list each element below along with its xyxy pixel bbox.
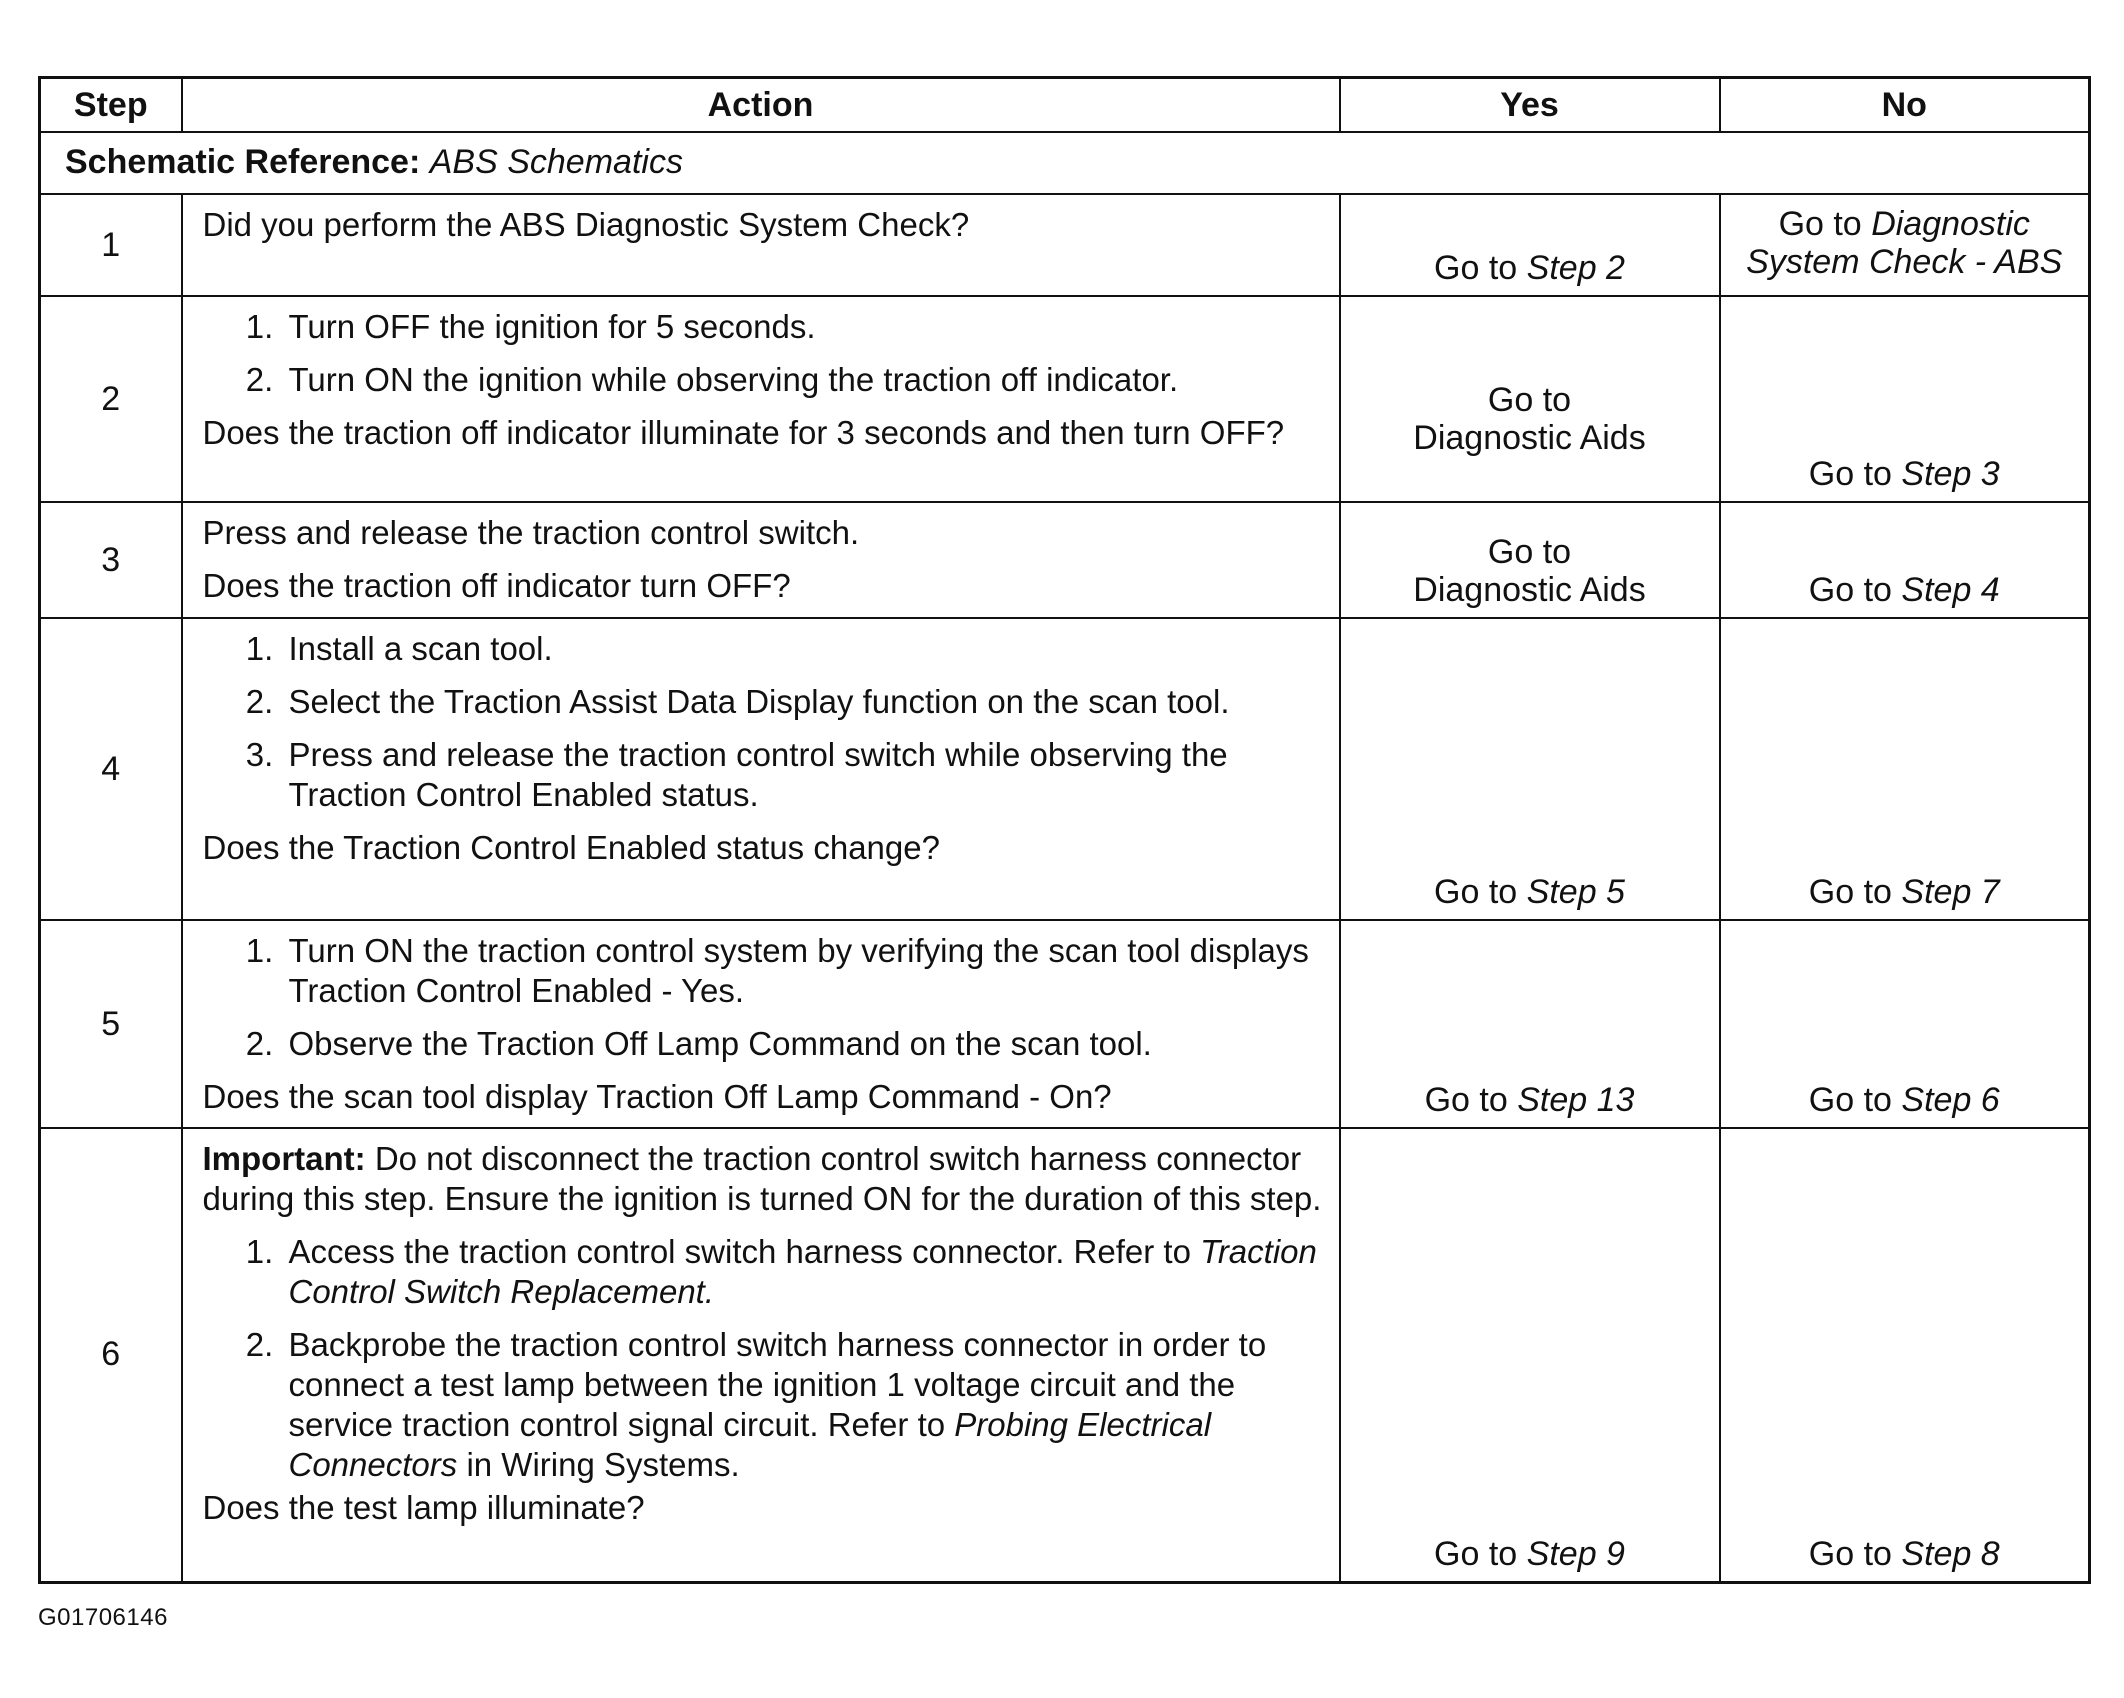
header-action: Action xyxy=(182,78,1340,133)
action-cell xyxy=(182,920,1340,1128)
yes-target-link[interactable]: Diagnostic Aids xyxy=(1413,571,1646,609)
no-cell xyxy=(1720,194,2090,296)
yes-target-link[interactable]: Step 13 xyxy=(1517,1081,1635,1119)
no-prefix: Go to xyxy=(1808,873,1892,911)
no-target-link[interactable]: Step 3 xyxy=(1901,455,2000,493)
action-item: 3. Press and release the traction control switch while observing the Traction Control Enabled status. xyxy=(283,735,1327,815)
schematic-reference-row xyxy=(40,132,2090,194)
action-list xyxy=(203,931,1327,1064)
no-target-link[interactable]: Step 7 xyxy=(1901,873,2000,911)
no-prefix: Go to xyxy=(1808,1534,1892,1573)
table-row-step-3 xyxy=(40,502,2090,618)
header-row xyxy=(40,78,2090,133)
action-item: 1. Turn OFF the ignition for 5 seconds. xyxy=(283,307,1327,347)
table-row-step-2 xyxy=(40,296,2090,502)
table-row-step-4 xyxy=(40,618,2090,920)
yes-prefix: Go to xyxy=(1434,873,1518,911)
no-cell xyxy=(1720,920,2090,1128)
action-item: 2. Select the Traction Assist Data Display function on the scan tool. xyxy=(283,682,1327,722)
question: Did you perform the ABS Diagnostic System Check? xyxy=(202,206,970,243)
action-list xyxy=(203,629,1327,815)
question: Does the traction off indicator illuminate for 3 seconds and then turn OFF? xyxy=(202,414,1285,451)
step-number: 2 xyxy=(40,296,182,502)
table-row-step-5 xyxy=(40,920,2090,1128)
yes-cell xyxy=(1340,194,1720,296)
no-cell xyxy=(1720,502,2090,618)
action-cell xyxy=(182,194,1340,296)
important-label: Important: xyxy=(202,1140,366,1177)
action-item xyxy=(283,1325,1327,1485)
yes-target-link[interactable]: Step 5 xyxy=(1526,873,1625,911)
no-cell xyxy=(1720,618,2090,920)
action-list xyxy=(203,1232,1327,1485)
step-number: 3 xyxy=(40,502,182,618)
yes-target-link[interactable]: Diagnostic Aids xyxy=(1413,419,1646,457)
no-target-link-line1[interactable]: Diagnostic xyxy=(1871,205,2030,243)
schematic-reference-link[interactable]: ABS Schematics xyxy=(429,143,683,181)
action-item: 2. Observe the Traction Off Lamp Command on the scan tool. xyxy=(283,1024,1327,1064)
action-item: 2. Turn ON the ignition while observing the traction off indicator. xyxy=(283,360,1327,400)
yes-prefix: Go to xyxy=(1487,533,1572,571)
step-number: 6 xyxy=(40,1128,182,1582)
yes-cell xyxy=(1340,296,1720,502)
action-item xyxy=(283,1232,1327,1312)
yes-cell xyxy=(1340,920,1720,1128)
action-list xyxy=(203,307,1327,400)
question: Does the traction off indicator turn OFF? xyxy=(202,567,791,604)
action-cell xyxy=(182,502,1340,618)
no-prefix: Go to xyxy=(1808,1081,1892,1119)
action-cell xyxy=(182,296,1340,502)
header-yes: Yes xyxy=(1340,78,1720,133)
no-prefix: Go to xyxy=(1778,205,1862,243)
question: Does the Traction Control Enabled status change? xyxy=(202,829,940,866)
yes-cell xyxy=(1340,618,1720,920)
action-cell xyxy=(182,1128,1340,1582)
important-text: Do not disconnect the traction control switch harness connector during this step. Ensure the ignition is turned ON for the duration of this step. xyxy=(202,1140,1322,1217)
no-prefix: Go to xyxy=(1808,455,1892,493)
yes-cell xyxy=(1340,1128,1720,1582)
action-text: Press and release the traction control switch. xyxy=(202,514,860,551)
no-target-link-line2[interactable]: System Check - ABS xyxy=(1746,243,2063,281)
action-cell xyxy=(182,618,1340,920)
no-cell xyxy=(1720,1128,2090,1582)
yes-prefix: Go to xyxy=(1424,1081,1508,1119)
step-number: 5 xyxy=(40,920,182,1128)
step-number: 4 xyxy=(40,618,182,920)
action-item-text: Backprobe the traction control switch harness connector in order to connect a test lamp between the ignition 1 voltage circuit and the service traction control signal circuit. Refer to xyxy=(288,1326,1267,1443)
question: Does the test lamp illuminate? xyxy=(202,1489,645,1526)
yes-target-link[interactable]: Step 2 xyxy=(1526,249,1625,287)
diagnostic-table xyxy=(38,76,2091,1584)
reference-link[interactable]: Traction Control Switch Replacement. xyxy=(288,1233,1317,1310)
important-note xyxy=(203,1139,1327,1219)
yes-prefix: Go to xyxy=(1434,249,1518,287)
header-step: Step xyxy=(40,78,182,133)
yes-target-link[interactable]: Step 9 xyxy=(1526,1534,1625,1573)
schematic-reference xyxy=(40,132,2090,194)
no-prefix: Go to xyxy=(1808,571,1892,609)
no-target-link[interactable]: Step 4 xyxy=(1901,571,2000,609)
table-row-step-6 xyxy=(40,1128,2090,1582)
schematic-reference-label: Schematic Reference: xyxy=(65,143,421,181)
action-item-text: Access the traction control switch harness connector. Refer to xyxy=(288,1233,1191,1270)
no-cell xyxy=(1720,296,2090,502)
table-row-step-1 xyxy=(40,194,2090,296)
figure-id: G01706146 xyxy=(38,1604,168,1631)
yes-cell xyxy=(1340,502,1720,618)
action-item-suffix: in Wiring Systems. xyxy=(466,1446,740,1483)
header-no: No xyxy=(1720,78,2090,133)
question: Does the scan tool display Traction Off Lamp Command - On? xyxy=(202,1078,1112,1115)
action-item: 1. Turn ON the traction control system by verifying the scan tool displays Traction Control Enabled - Yes. xyxy=(283,931,1327,1011)
yes-prefix: Go to xyxy=(1487,381,1572,419)
reference-link[interactable]: Probing Electrical Connectors xyxy=(288,1406,1212,1483)
no-target-link[interactable]: Step 6 xyxy=(1901,1081,2000,1119)
action-item: 1. Install a scan tool. xyxy=(283,629,1327,669)
yes-prefix: Go to xyxy=(1434,1534,1518,1573)
step-number: 1 xyxy=(40,194,182,296)
no-target-link[interactable]: Step 8 xyxy=(1901,1534,2000,1573)
